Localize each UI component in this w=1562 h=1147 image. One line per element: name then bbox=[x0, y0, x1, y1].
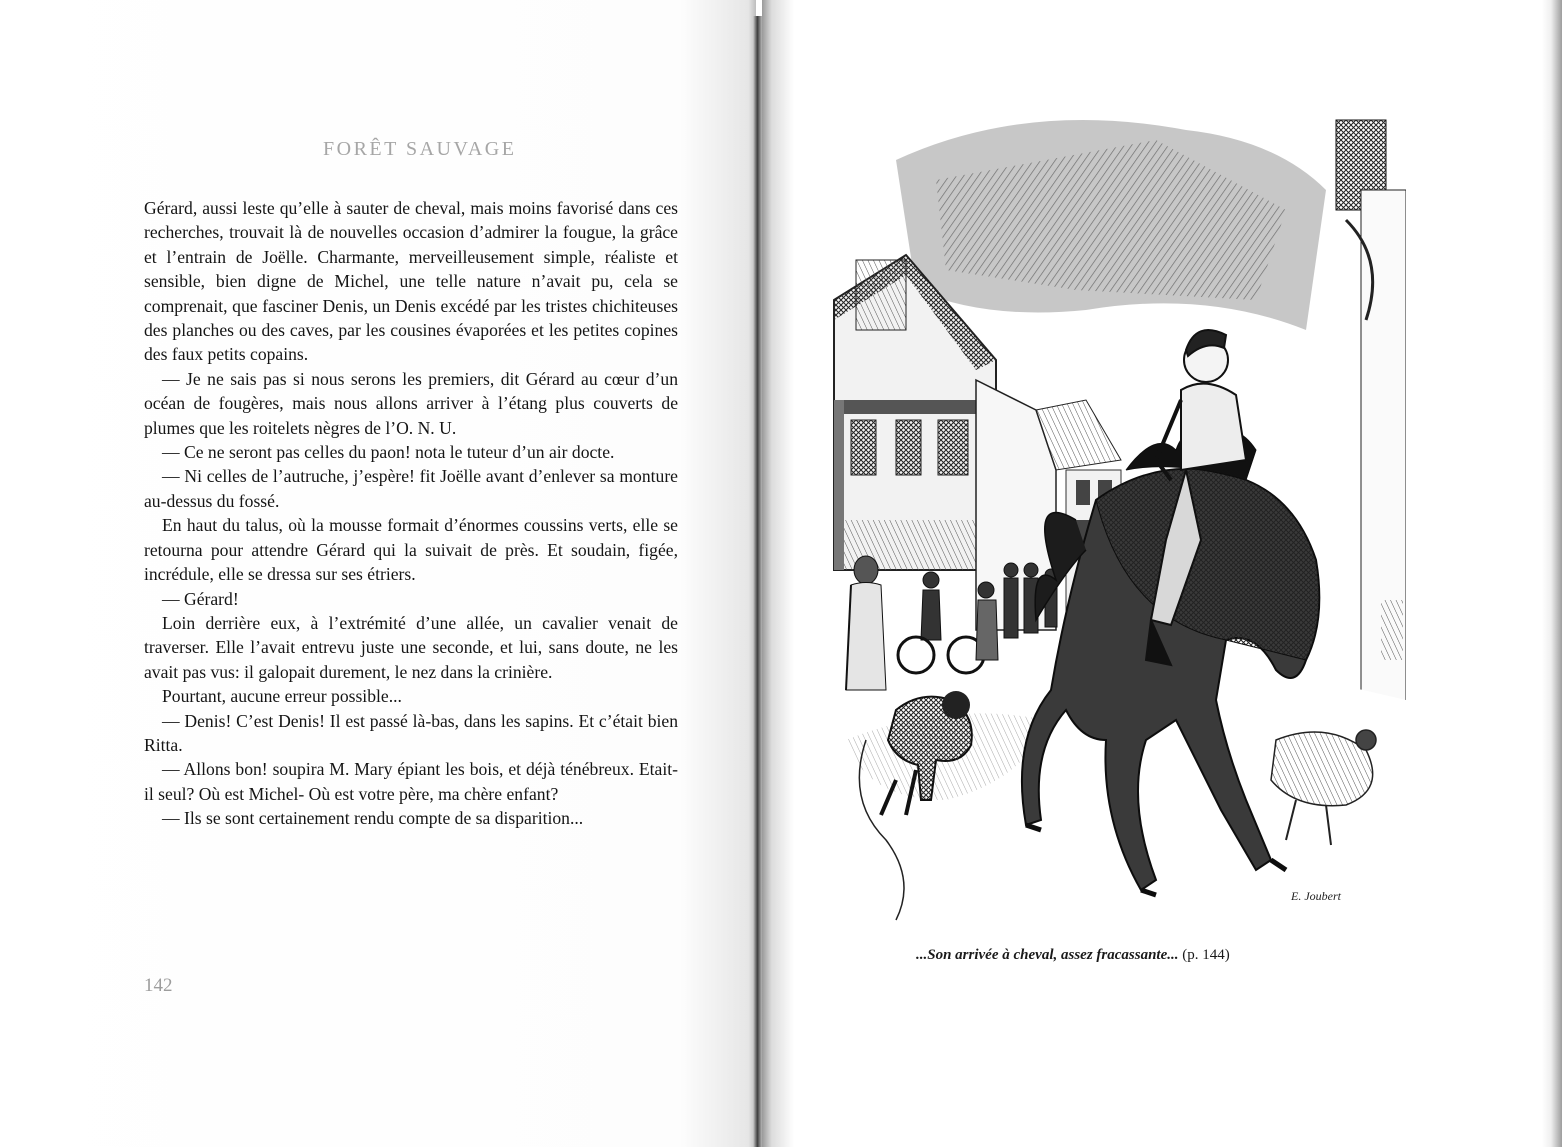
paragraph: — Gérard! bbox=[162, 588, 239, 609]
running-head: FORÊT SAUVAGE bbox=[323, 138, 517, 160]
page-number: 142 bbox=[144, 975, 173, 996]
paragraph: En haut du talus, où la mousse formait d’énormes coussins verts, elle se retourna pour attendre Gérard qui la suivait de près. Et soudain, figée, incrédule, elle se dressa sur ses étriers. bbox=[144, 515, 678, 585]
caption-page-ref: (p. 144) bbox=[1182, 947, 1230, 963]
paragraph: — Ni celles de l’autruche, j’espère! fit Joëlle avant d’enlever sa monture au-dessus du fossé. bbox=[144, 466, 678, 511]
page-edge-shadow bbox=[1542, 0, 1562, 1147]
paragraph: — Ils se sont certainement rendu compte de sa disparition... bbox=[162, 808, 584, 829]
paragraph: — Je ne sais pas si nous serons les premiers, dit Gérard au cœur d’un océan de fougères, mais nous allons arriver à l’étang plus couverts de plumes que les roitelets nègres de l’O. N. U. bbox=[144, 368, 678, 438]
paragraph: Loin derrière eux, à l’extrémité d’une allée, un cavalier venait de traverser. Elle l’avait entrevu juste une seconde, et lui, sans doute, ne les avait pas vus: il galopait durement, le nez dans la crinière. bbox=[144, 612, 678, 682]
paragraph: — Ce ne seront pas celles du paon! nota le tuteur d’un air docte. bbox=[162, 442, 615, 463]
left-page bbox=[0, 0, 756, 1147]
illustration-caption bbox=[916, 947, 1316, 964]
body-text bbox=[144, 196, 678, 831]
paragraph: — Denis! C’est Denis! Il est passé là-bas, dans les sapins. Et c’était bien Ritta. bbox=[144, 710, 678, 755]
artist-signature: E. Joubert bbox=[1291, 889, 1341, 903]
caption-text: ...Son arrivée à cheval, assez fracassante... bbox=[916, 947, 1179, 963]
paragraph: — Allons bon! soupira M. Mary épiant les bois, et déjà ténébreux. Etait-il seul? Où est Michel- Où est votre père, ma chère enfant? bbox=[144, 759, 678, 804]
paragraph: Gérard, aussi leste qu’elle à sauter de cheval, mais moins favorisé dans ces recherches, trouvait là de nouvelles occasion d’admirer la fougue, la grâce et l’entrain de Joëlle. Charmante, merveilleusement simple, réaliste et sensible, bien digne de Michel, une telle nature n’avait pu, cela se comprenait, que fasciner Denis, un Denis excédé par les tristes chichiteuses des planches ou des caves, par les cousines évaporées et les petites copines des faux petits copains. bbox=[144, 198, 678, 365]
horse-rider-illustration bbox=[826, 100, 1406, 940]
paragraph: Pourtant, aucune erreur possible... bbox=[162, 686, 402, 707]
